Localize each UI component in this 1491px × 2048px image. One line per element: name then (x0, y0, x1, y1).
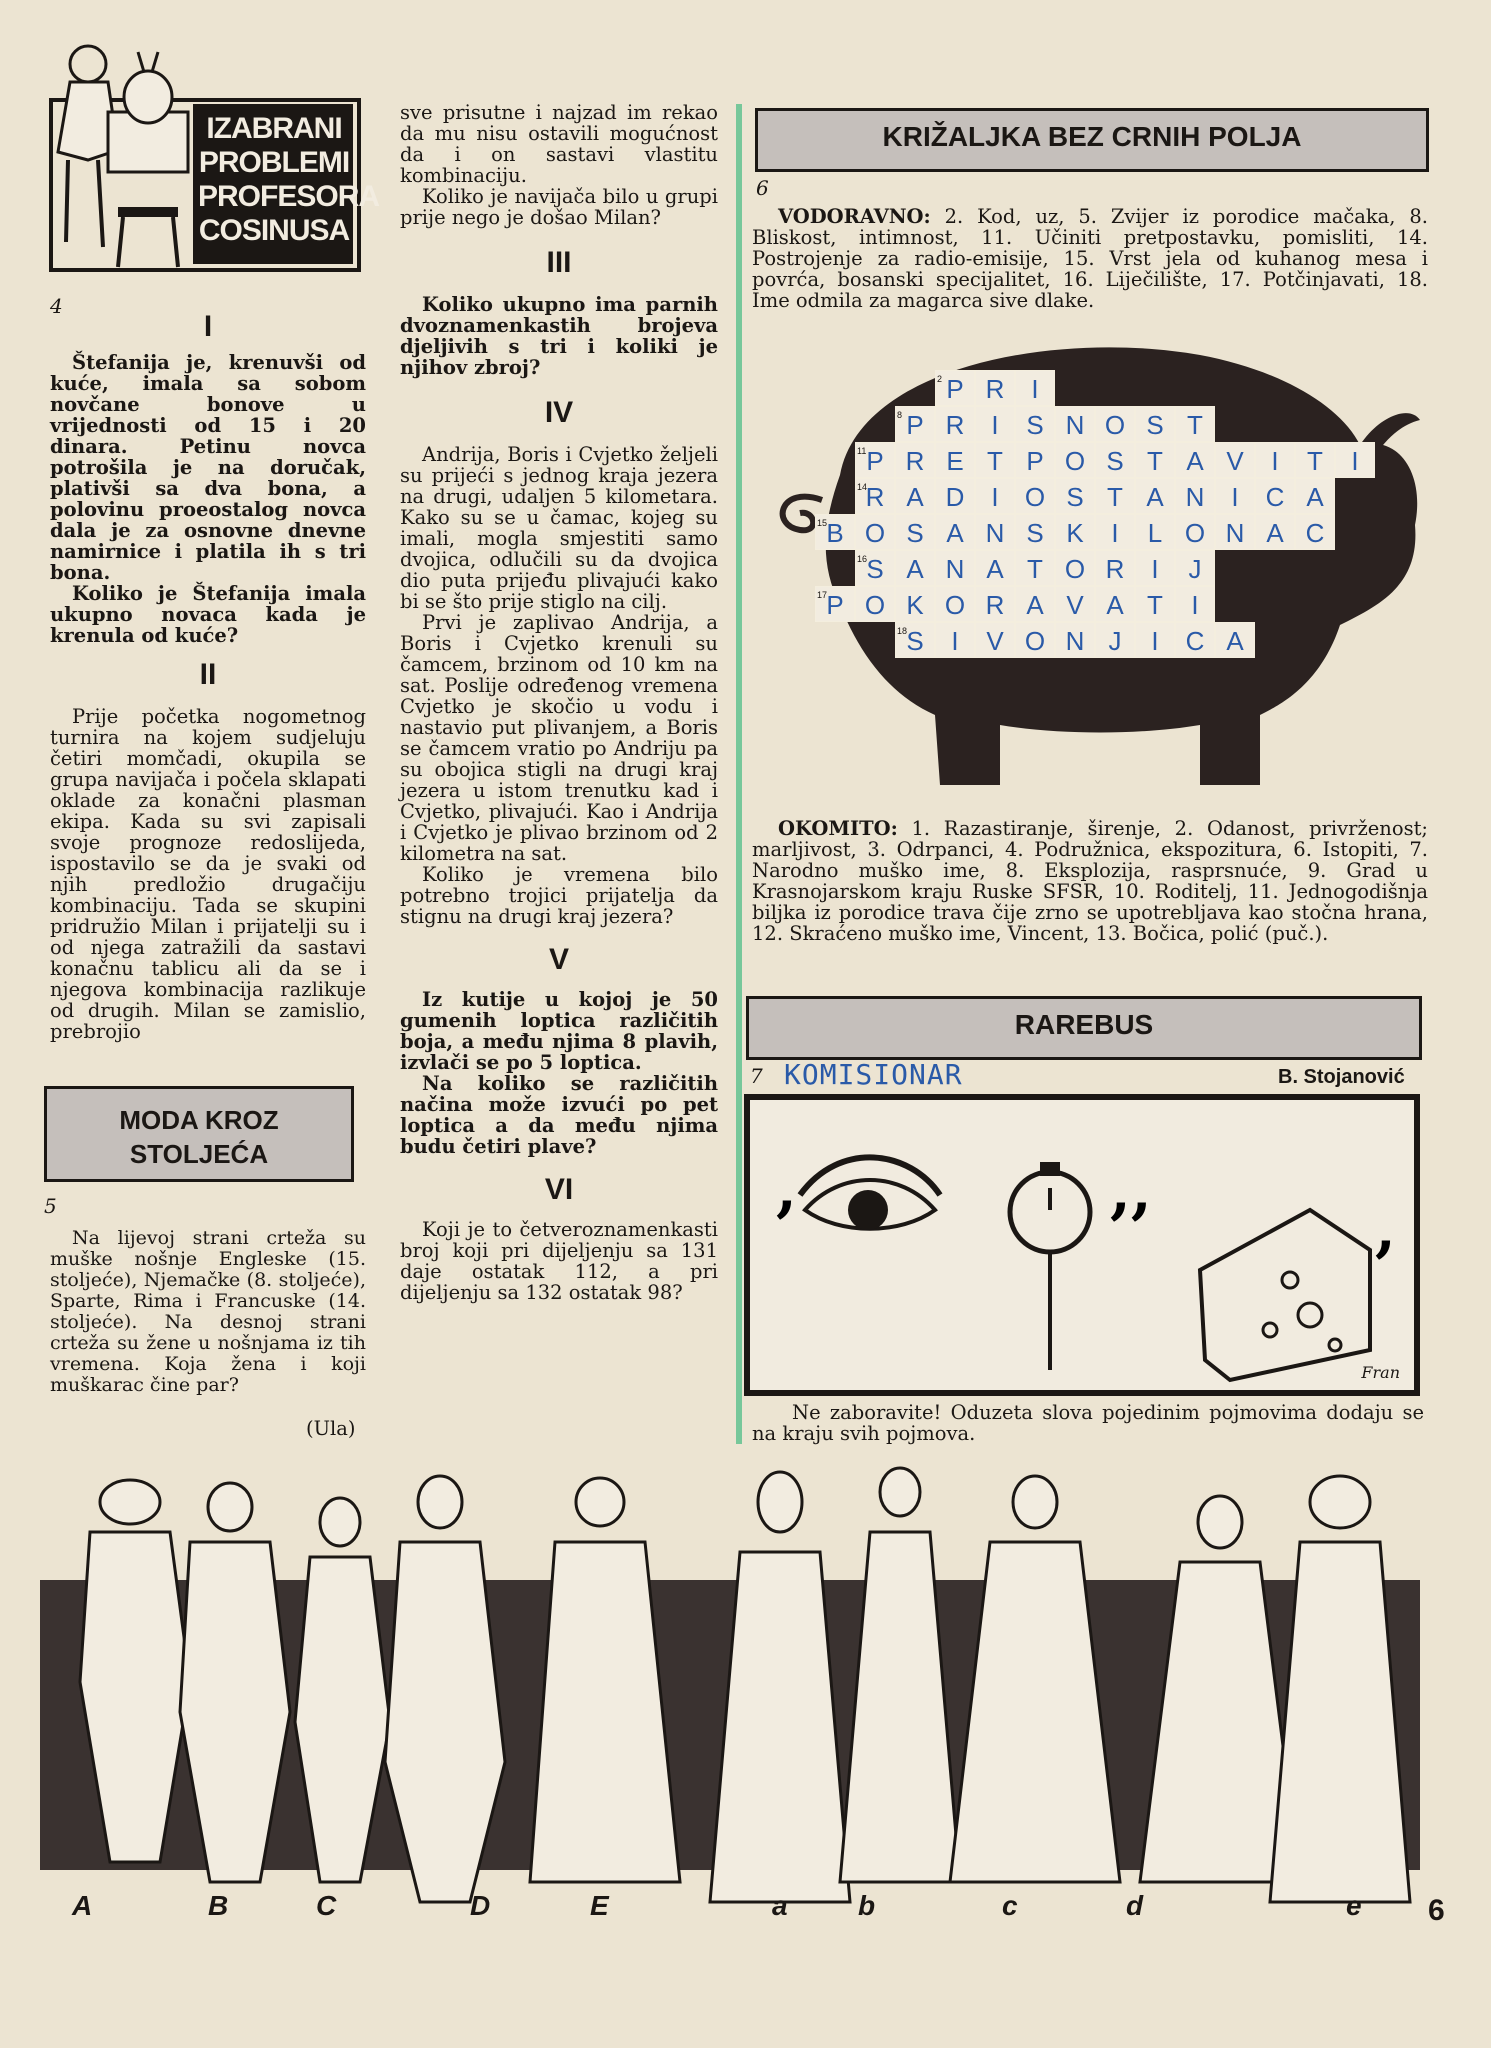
figure-letter-c: c (1002, 1890, 1018, 1921)
down-text: 1. Razastiranje, širenje, 2. Odanost, privrženost; marljivost, 3. Odrpanci, 4. Podružnica, ekspozitura, 6. Istopiti, 7. Narodno muško ime, 8. Eksplozija, rasprsnuće, 9. Grad u Krasnojarskom kraju Ruske SFSR, 10. Roditelj, 11. Jednogodišnja biljka iz porodice trava čije zrno se upotrebljava kao stočna hrana, 12. Skraćeno muško ime, Vincent, 13. Bočica, polić (puč.). (752, 817, 1428, 945)
crossword-cell[interactable]: S (1055, 478, 1095, 514)
crossword-cell[interactable]: E (935, 442, 975, 478)
clue-number: 8 (897, 410, 903, 420)
crossword-cell[interactable]: N (975, 514, 1015, 550)
crossword-cell[interactable]: O (1095, 406, 1135, 442)
problem-5-numeral: V (548, 943, 569, 976)
crossword-title-box (755, 108, 1429, 172)
crossword-cell[interactable]: P 2 (935, 370, 975, 406)
crossword-cell[interactable]: A (1095, 586, 1135, 622)
crossword-cell[interactable]: S 18 (895, 622, 935, 658)
problem-2-continuation: sve prisutne i najzad im rekao da mu nisu ostavili mogućnost da i on sastavi vlastitu kombinaciju. (400, 101, 718, 187)
crossword-cell[interactable]: L (1135, 514, 1175, 550)
crossword-cell[interactable]: T (1175, 406, 1215, 442)
crossword-cell[interactable]: P (1015, 442, 1055, 478)
page-number: 6 (1428, 1894, 1445, 1927)
rarebus-signature: Fran (1361, 1363, 1400, 1382)
crossword-cell[interactable]: J (1095, 622, 1135, 658)
clue-number: 18 (897, 626, 908, 636)
problem-1-text: Štefanija je, krenuvši od kuće, imala sa sobom novčane bonove u vrijednosti od 15 i 20 dinara. Petinu novca potrošila je na doručak, plativši sa dva bona, a polovinu proeostalog novca dala je za osnovne dnevne namirnice i platila ih s tri bona. (50, 351, 366, 584)
rarebus-puzzle-frame (744, 1094, 1420, 1396)
crossword-cell[interactable]: K (895, 586, 935, 622)
costume-illustration (40, 1462, 1420, 1924)
crossword-cell[interactable]: N (1175, 478, 1215, 514)
crossword-cell[interactable]: O (1175, 514, 1215, 550)
clue-number: 11 (857, 446, 867, 456)
rarebus-handwritten-answer: KOMISIONAR (784, 1058, 963, 1091)
crossword-cell[interactable]: S (1095, 442, 1135, 478)
rarebus-title-box (746, 996, 1422, 1060)
problem-5-question: Na koliko se različitih načina može izvući po pet loptica a da među njima budu četiri plave? (400, 1072, 718, 1158)
figure-letter-d: d (1126, 1890, 1144, 1921)
rarebus-note: Ne zaboravite! Oduzeta slova pojedinim pojmovima dodaju se na kraju svih pojmova. (752, 1401, 1424, 1445)
crossword-cell[interactable]: V (1215, 442, 1255, 478)
clue-number: 14 (857, 482, 868, 492)
crossword-cell[interactable]: I (975, 478, 1015, 514)
crossword-cell[interactable]: R (895, 442, 935, 478)
clue-number: 15 (817, 518, 828, 528)
crossword-cell[interactable]: I (1215, 478, 1255, 514)
problem-4-text-1: Andrija, Boris i Cvjetko željeli su prijeći s jednog kraja jezera na drugi, udaljen 5 kilometara. Kako su se u čamac, kojeg su imali, mogla smjestiti samo dvojica, odlučili su da dvojica dio puta prijeđu plivajući kako bi se što prije stiglo na cilj. (400, 443, 718, 613)
figure-letter-E: E (590, 1890, 609, 1921)
crossword-cell[interactable]: A (1255, 514, 1295, 550)
crossword-cell[interactable]: B 15 (815, 514, 855, 550)
figure-letter-e: e (1346, 1890, 1362, 1921)
crossword-cell[interactable]: A (1175, 442, 1215, 478)
crossword-cell[interactable]: P 11 (855, 442, 895, 478)
crossword-cell[interactable]: O (1055, 442, 1095, 478)
crossword-cell[interactable]: S (1015, 406, 1055, 442)
crossword-cell[interactable]: N (1215, 514, 1255, 550)
crossword-cell[interactable]: C (1175, 622, 1215, 658)
problem-3-numeral: III (546, 246, 572, 279)
moda-number: 5 (44, 1194, 57, 1218)
crossword-cell[interactable]: V (975, 622, 1015, 658)
crossword-cell[interactable]: T (1135, 586, 1175, 622)
crossword-cell[interactable]: A (975, 550, 1015, 586)
rarebus-title: RAREBUS (1014, 1009, 1154, 1040)
clue-number: 16 (857, 554, 868, 564)
problem-2-numeral: II (199, 658, 217, 691)
figure-letter-b: b (858, 1890, 876, 1921)
problem-4-text-2: Prvi je zaplivao Andrija, a Boris i Cvjetko krenuli su čamcem, brzinom od 10 km na sat. Poslije određenog vremena Cvjetko je skočio u vodu i nastavio put plivanjem, a Boris se čamcem vratio po Andriju pa su obojica stigli na drugi kraj jezera u istom trenutku kad i Cvjetko, plivajući. Kao i Andrija i Cvjetko je plivao brzinom od 2 kilometra na sat. (400, 611, 718, 865)
crossword-cell[interactable]: S (1135, 406, 1175, 442)
pig-crossword (760, 325, 1430, 790)
crossword-cell[interactable]: T (1295, 442, 1335, 478)
clue-number: 17 (817, 590, 828, 600)
figure-letter-a: a (772, 1890, 788, 1921)
svg-text:,: , (776, 1155, 797, 1225)
clue-number: 2 (937, 374, 943, 384)
crossword-cell[interactable]: I (1015, 370, 1055, 406)
crossword-cell[interactable]: S (895, 514, 935, 550)
figure-letter-C: C (316, 1890, 337, 1921)
crossword-cell[interactable]: D (935, 478, 975, 514)
crossword-number: 6 (756, 176, 769, 200)
problem-6-text: Koji je to četveroznamenkasti broj koji pri dijeljenju sa 131 daje ostatak 112, a pri dijeljenju sa 132 ostatak 98? (400, 1218, 718, 1304)
figure-letter-A: A (72, 1890, 93, 1921)
crossword-cell[interactable]: A (895, 478, 935, 514)
crossword-down (752, 818, 1428, 944)
crossword-cell[interactable]: I (1335, 442, 1375, 478)
crossword-cell[interactable]: R (935, 406, 975, 442)
crossword-cell[interactable]: I (975, 406, 1015, 442)
crossword-cell[interactable]: I (1135, 622, 1175, 658)
crossword-cell[interactable]: I (935, 622, 975, 658)
crossword-cell[interactable]: A (895, 550, 935, 586)
costume-figures-icon (40, 1462, 1420, 1924)
crossword-cell[interactable]: R (975, 370, 1015, 406)
problem-1-question: Koliko je Štefanija imala ukupno novaca kada je krenula od kuće? (50, 582, 366, 647)
crossword-cell[interactable]: A (1015, 586, 1055, 622)
logo-line-2: PROBLEMI (198, 146, 350, 179)
problem-6-numeral: VI (544, 1173, 574, 1206)
crossword-cell[interactable]: T (975, 442, 1015, 478)
crossword-cell[interactable]: I (1135, 550, 1175, 586)
crossword-cell[interactable]: O (855, 586, 895, 622)
crossword-cell[interactable]: A (1135, 478, 1175, 514)
logo-line-1: IZABRANI (206, 112, 342, 145)
crossword-cell[interactable]: N (1055, 622, 1095, 658)
crossword-cell[interactable]: O (1015, 478, 1055, 514)
professor-logo (48, 42, 380, 272)
moda-title-line-2: STOLJEĆA (129, 1139, 269, 1169)
problem-1-numeral: I (203, 310, 213, 343)
crossword-cell[interactable]: A (1215, 622, 1255, 658)
crossword-cell[interactable]: S 16 (855, 550, 895, 586)
rarebus-author: B. Stojanović (1278, 1066, 1405, 1088)
problem-4-question: Koliko je vremena bilo potrebno trojici prijatelja da stignu na drugi kraj jezera? (400, 863, 718, 928)
crossword-cell[interactable]: T (1135, 442, 1175, 478)
crossword-title: KRIŽALJKA BEZ CRNIH POLJA (882, 121, 1302, 152)
crossword-cell[interactable]: C (1255, 478, 1295, 514)
crossword-cell[interactable]: I (1095, 514, 1135, 550)
crossword-cell[interactable]: N (1055, 406, 1095, 442)
across-label: VODORAVNO: (778, 205, 931, 228)
section-number-4: 4 (50, 294, 63, 318)
crossword-cell[interactable]: T (1095, 478, 1135, 514)
across-text: 2. Kod, uz, 5. Zvijer iz porodice mačaka, 8. Bliskost, intimnost, 11. Učiniti pretpostavku, pomisliti, 14. Postrojenje za radio-emisije, 15. Vrst jela od kuhanog mesa i povrća, bosanski specijalitet, 16. Liječilište, 17. Potčinjavati, 18. Ime odmila za magarca sive dlake. (752, 205, 1428, 312)
crossword-cell[interactable]: K (1055, 514, 1095, 550)
crossword-cell[interactable]: N (935, 550, 975, 586)
down-label: OKOMITO: (778, 817, 898, 840)
crossword-cell[interactable]: I (1255, 442, 1295, 478)
problem-4-numeral: IV (544, 396, 574, 429)
crossword-cell[interactable]: R (975, 586, 1015, 622)
problem-3-text: Koliko ukupno ima parnih dvoznamenkastih brojeva djeljivih s tri i koliki je njihov zbroj? (400, 293, 718, 379)
crossword-cell[interactable]: J (1175, 550, 1215, 586)
crossword-cell[interactable]: O (855, 514, 895, 550)
crossword-cell[interactable]: S (1015, 514, 1055, 550)
svg-text:,: , (1375, 1195, 1396, 1265)
moda-title-line-1: MODA KROZ (119, 1105, 279, 1135)
moda-author: (Ula) (306, 1417, 356, 1440)
crossword-cell[interactable]: I (1175, 586, 1215, 622)
crossword-cell[interactable]: C (1295, 514, 1335, 550)
crossword-cell[interactable]: A (935, 514, 975, 550)
svg-text:,,: ,, (1110, 1157, 1152, 1227)
crossword-cell[interactable]: R (1095, 550, 1135, 586)
crossword-cell[interactable]: O (1015, 622, 1055, 658)
crossword-cell[interactable]: A (1295, 478, 1335, 514)
crossword-cell[interactable]: T (1015, 550, 1055, 586)
moda-text: Na lijevoj strani crteža su muške nošnje Engleske (15. stoljeće), Njemačke (8. stoljeće), Sparte, Rima i Francuske (14. stoljeće). Na desnoj strani crteža su žene u nošnjama iz tih vremena. Koja žena i koji muškarac čine par? (50, 1227, 366, 1396)
problem-2-text: Prije početka nogometnog turnira na kojem sudjeluju četiri momčadi, okupila se grupa navijača i počela sklapati oklade za konačni plasman ekipa. Kada su svi zapisali svoje prognoze redoslijeda, ispostavilo se da je svaki od njih predložio drugačiju kombinaciju. Tada se skupini pridružio Milan i prijatelji su i od njega zatražili da sastavi konačnu tablicu ali da se i njegova kombinacija razlikuje od drugih. Milan se zamislio, prebrojio (50, 705, 366, 1043)
figure-letter-B: B (208, 1890, 229, 1921)
crossword-cell[interactable]: P 17 (815, 586, 855, 622)
crossword-cell[interactable]: V (1055, 586, 1095, 622)
logo-line-4: COSINUSA (198, 214, 350, 247)
crossword-cell[interactable]: O (1055, 550, 1095, 586)
column-divider (736, 104, 742, 1444)
figure-letter-D: D (470, 1890, 491, 1921)
crossword-cell[interactable]: O (935, 586, 975, 622)
rarebus-picture-icon (750, 1100, 1414, 1390)
moda-title-box (44, 1086, 354, 1182)
crossword-cell[interactable]: P 8 (895, 406, 935, 442)
crossword-across (752, 206, 1428, 311)
logo-line-3: PROFESORA (198, 180, 380, 213)
crossword-cell[interactable]: R 14 (855, 478, 895, 514)
problem-5-text: Iz kutije u kojoj je 50 gumenih loptica različitih boja, a među njima 8 plavih, izvlači se po 5 loptica. (400, 988, 718, 1074)
rarebus-number: 7 (750, 1064, 763, 1088)
problem-2-question: Koliko je navijača bilo u grupi prije nego je došao Milan? (400, 185, 718, 229)
